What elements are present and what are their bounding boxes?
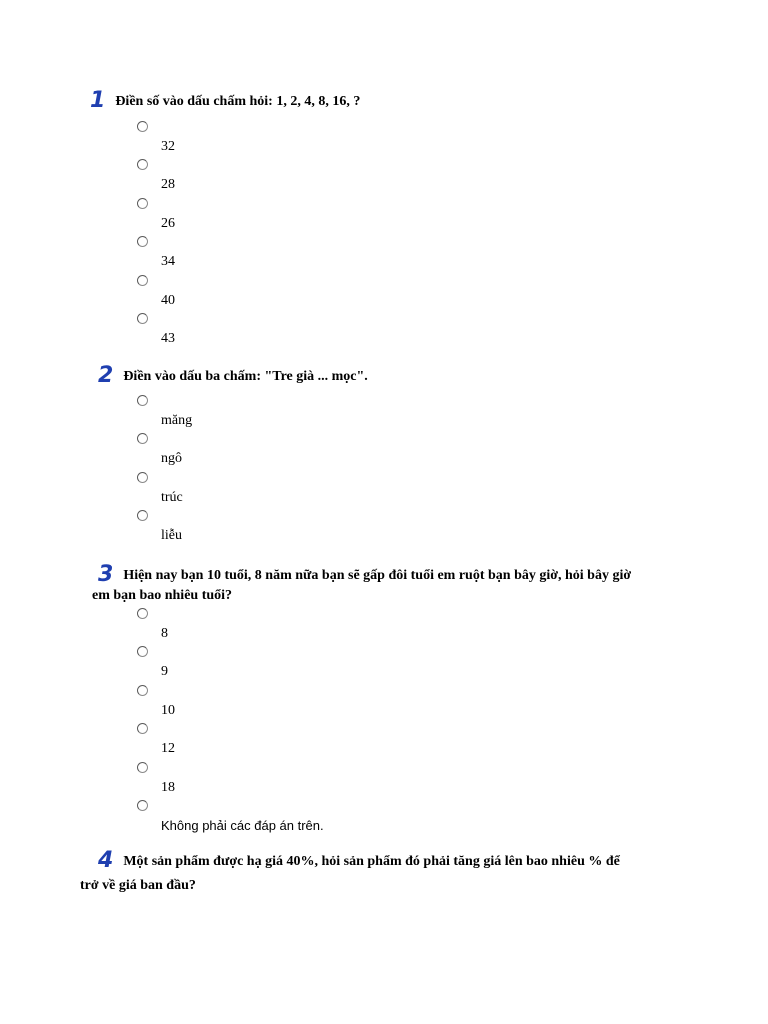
question-number: 4: [98, 848, 114, 873]
option-2c[interactable]: [137, 472, 697, 510]
radio-button[interactable]: [137, 236, 148, 247]
option-3e[interactable]: [137, 762, 697, 800]
radio-button[interactable]: [137, 608, 148, 619]
radio-button[interactable]: [137, 395, 148, 406]
question-1: [90, 88, 361, 113]
option-1a[interactable]: [137, 121, 697, 159]
radio-button[interactable]: [137, 800, 148, 811]
option-3d[interactable]: [137, 723, 697, 761]
option-3f[interactable]: [137, 800, 697, 838]
radio-button[interactable]: [137, 159, 148, 170]
radio-button[interactable]: [137, 762, 148, 773]
question-text-line-2: em bạn bao nhiêu tuổi?: [92, 588, 233, 603]
radio-button[interactable]: [137, 121, 148, 132]
option-label: 12: [161, 741, 175, 756]
question-3: [98, 562, 632, 587]
option-2b[interactable]: [137, 433, 697, 471]
radio-button[interactable]: [137, 646, 148, 657]
question-number: 1: [90, 88, 106, 113]
radio-button[interactable]: [137, 313, 148, 324]
radio-button[interactable]: [137, 510, 148, 521]
option-1f[interactable]: [137, 313, 697, 351]
question-header: [98, 363, 368, 388]
option-label: ngô: [161, 451, 182, 466]
option-2d[interactable]: [137, 510, 697, 548]
question-header: [98, 848, 620, 873]
option-label: 10: [161, 703, 175, 718]
question-number: 3: [98, 562, 114, 587]
option-1c[interactable]: [137, 198, 697, 236]
question-text-line-2: trở về giá ban đầu?: [80, 878, 196, 893]
option-label: 28: [161, 177, 175, 192]
question-number: 2: [98, 363, 114, 388]
option-label: 26: [161, 216, 175, 231]
question-text: Điền vào dấu ba chấm: "Tre già ... mọc".: [123, 369, 368, 384]
option-label: 43: [161, 331, 175, 346]
option-2a[interactable]: [137, 395, 697, 433]
radio-button[interactable]: [137, 685, 148, 696]
option-3a[interactable]: [137, 608, 697, 646]
radio-button[interactable]: [137, 472, 148, 483]
option-1d[interactable]: [137, 236, 697, 274]
option-label: trúc: [161, 490, 183, 505]
option-3c[interactable]: [137, 685, 697, 723]
radio-button[interactable]: [137, 723, 148, 734]
question-header: [98, 562, 632, 587]
option-label: 18: [161, 780, 175, 795]
option-label: 32: [161, 139, 175, 154]
option-3b[interactable]: [137, 646, 697, 684]
option-label: 40: [161, 293, 175, 308]
option-1b[interactable]: [137, 159, 697, 197]
option-label: 9: [161, 664, 168, 679]
radio-button[interactable]: [137, 198, 148, 209]
question-header: [90, 88, 361, 113]
option-1e[interactable]: [137, 275, 697, 313]
radio-button[interactable]: [137, 275, 148, 286]
question-text: Điền số vào dấu chấm hỏi: 1, 2, 4, 8, 16, ?: [115, 94, 361, 109]
option-label: 8: [161, 626, 168, 641]
option-label: 34: [161, 254, 175, 269]
option-label: Không phải các đáp án trên.: [161, 818, 324, 833]
question-text-line-1: Hiện nay bạn 10 tuổi, 8 năm nữa bạn sẽ gấp đôi tuổi em ruột bạn bây giờ, hỏi bây giờ: [123, 568, 632, 583]
option-label: măng: [161, 413, 193, 428]
radio-button[interactable]: [137, 433, 148, 444]
question-4: [98, 848, 620, 873]
question-2: [98, 363, 368, 388]
option-label: liễu: [161, 528, 182, 543]
question-text-line-1: Một sản phẩm được hạ giá 40%, hỏi sản phẩm đó phải tăng giá lên bao nhiêu % để: [123, 854, 620, 869]
